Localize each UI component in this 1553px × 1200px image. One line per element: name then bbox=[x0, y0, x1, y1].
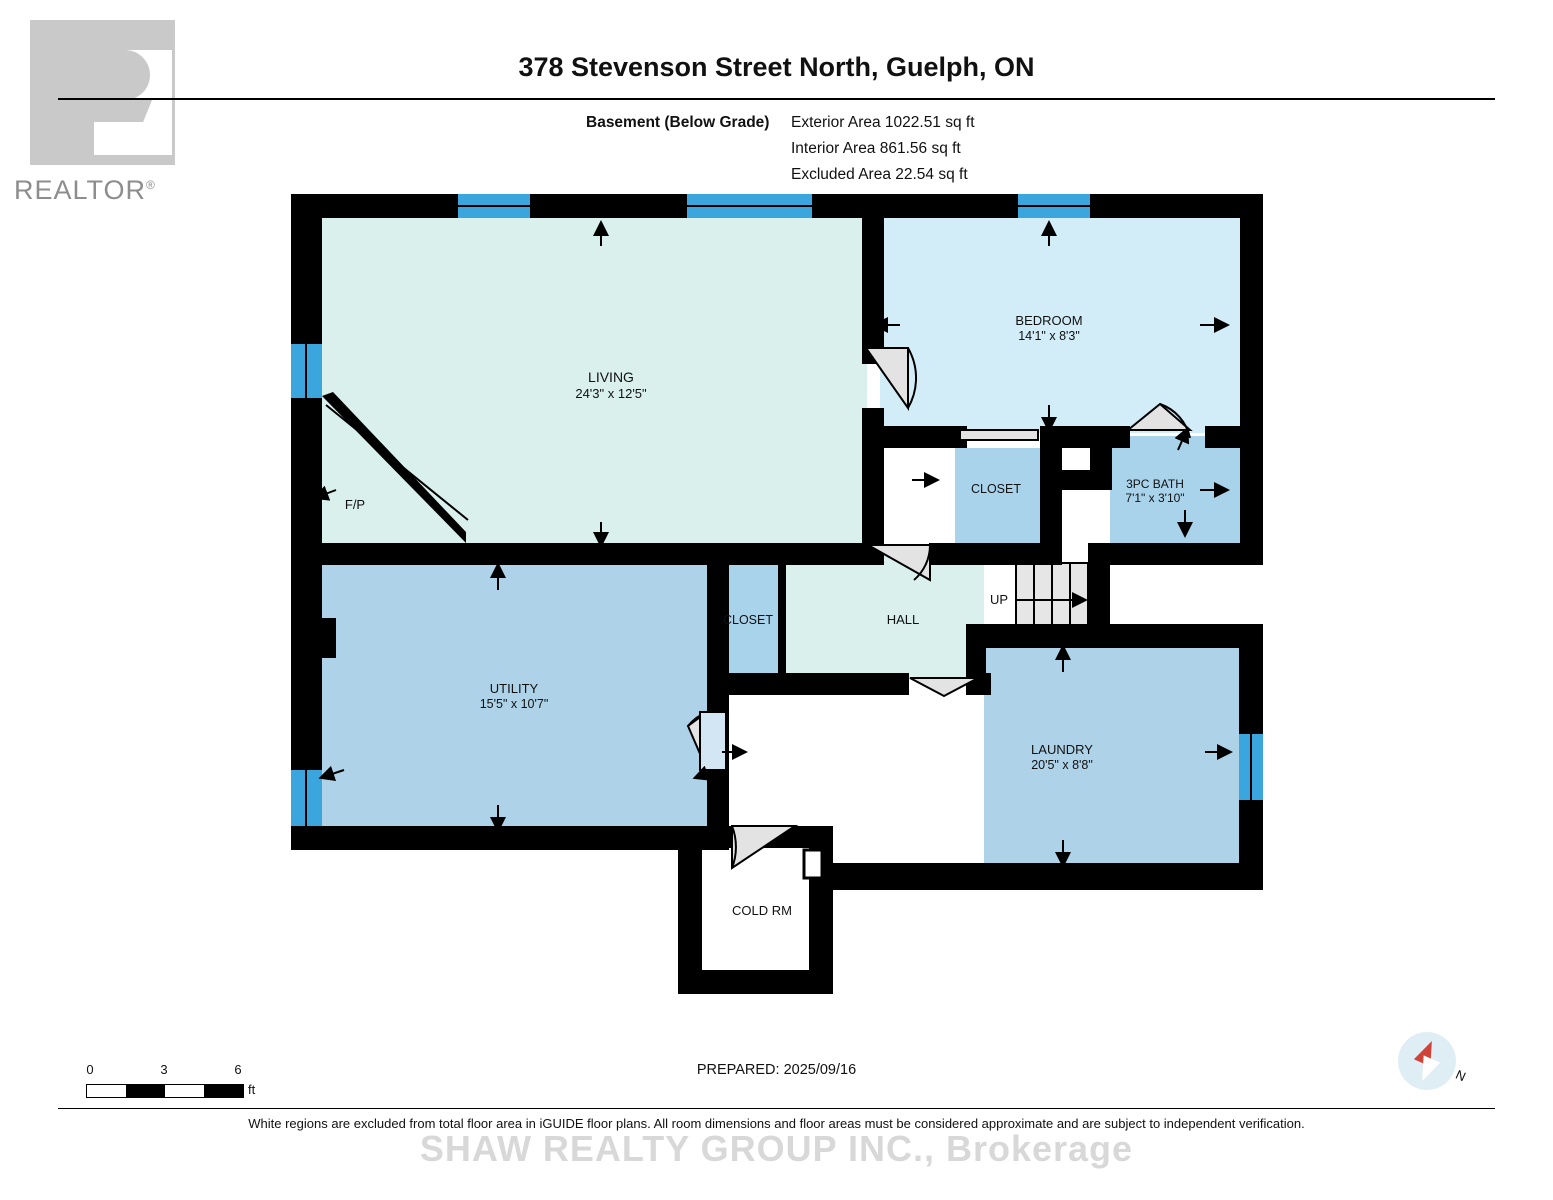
wall-bedroom-bottom-3 bbox=[1205, 426, 1263, 448]
wall-closet-lower-bottom bbox=[707, 673, 799, 695]
wall-right-upper bbox=[1240, 194, 1263, 440]
room-living-name: LIVING bbox=[588, 369, 634, 385]
room-dims-living bbox=[575, 386, 647, 401]
wall-bath-bottom bbox=[1088, 543, 1263, 565]
room-utility-name: UTILITY bbox=[489, 681, 539, 696]
wall-left-mid bbox=[291, 398, 322, 648]
wall-utility-right bbox=[707, 555, 729, 850]
room-closet-upper-name: CLOSET bbox=[970, 482, 1022, 496]
room-label-laundry bbox=[1031, 742, 1093, 757]
room-hall-name: HALL bbox=[886, 612, 920, 627]
wall-closet-upper-bottom bbox=[929, 543, 1062, 565]
stair-up-label: UP bbox=[989, 592, 1009, 607]
wall-hall-bottom-left bbox=[799, 673, 909, 695]
room-bedroom-name: BEDROOM bbox=[1015, 313, 1083, 328]
room-coldrm-name: COLD RM bbox=[732, 903, 792, 918]
room-closet-lower-name: CLOSET bbox=[722, 613, 774, 627]
wall-right-bath bbox=[1240, 440, 1263, 554]
scale-tick-3: 3 bbox=[160, 1062, 168, 1077]
wall-right-laundry-top bbox=[1239, 624, 1263, 734]
room-label-hall bbox=[887, 612, 920, 627]
realtor-wordmark-text: REALTOR bbox=[14, 175, 147, 205]
scale-tick-0: 0 bbox=[86, 1062, 94, 1077]
prepared-date: PREPARED: 2025/09/16 bbox=[696, 1062, 857, 1078]
room-label-living bbox=[588, 369, 634, 385]
door-closet-upper bbox=[960, 430, 1038, 440]
scale-block-1 bbox=[87, 1085, 126, 1097]
scale-block-2 bbox=[126, 1085, 165, 1097]
room-bedroom-dims: 14'1" x 8'3" bbox=[1018, 329, 1080, 343]
room-bath-name: 3PC BATH bbox=[1126, 477, 1184, 491]
scale-tick-6: 6 bbox=[234, 1062, 242, 1077]
wall-laundry-bottom bbox=[824, 863, 1263, 890]
room-living-dims: 24'3" x 12'5" bbox=[575, 386, 647, 401]
disclaimer-text: White regions are excluded from total floor area in iGUIDE floor plans. All room dimensions and floor areas must be considered approximate and are subject to independent verification. bbox=[248, 1116, 1305, 1131]
label-fireplace bbox=[345, 497, 365, 512]
room-laundry-name: LAUNDRY bbox=[1031, 742, 1093, 757]
footer-divider bbox=[58, 1108, 1495, 1109]
wall-laundry-left bbox=[966, 624, 986, 682]
room-dims-laundry bbox=[1031, 758, 1093, 772]
exterior-area: Exterior Area 1022.51 sq ft bbox=[791, 114, 975, 131]
scale-block-3 bbox=[165, 1085, 204, 1097]
scale-block-4 bbox=[204, 1085, 243, 1097]
room-dims-bedroom bbox=[1018, 329, 1080, 343]
room-label-closet-upper bbox=[971, 482, 1021, 496]
room-laundry-dims: 20'5" x 8'8" bbox=[1031, 758, 1093, 772]
wall-utility-bottom bbox=[291, 826, 723, 850]
compass-north-label: N bbox=[1453, 1066, 1469, 1085]
wall-bedroom-bottom bbox=[862, 426, 967, 448]
room-label-closet-lower bbox=[723, 613, 773, 627]
wall-laundry-top bbox=[984, 624, 1240, 648]
wall-bath-left-vert bbox=[1090, 448, 1112, 490]
excluded-area: Excluded Area 22.54 sq ft bbox=[791, 166, 968, 183]
wall-living-bottom-left bbox=[322, 543, 867, 565]
room-utility-dims: 15'5" x 10'7" bbox=[479, 697, 549, 711]
room-bath-dims: 7'1" x 3'10" bbox=[1125, 491, 1185, 505]
wall-left-lower bbox=[291, 648, 322, 770]
page-title: 378 Stevenson Street North, Guelph, ON bbox=[518, 52, 1035, 82]
brokerage-watermark: SHAW REALTY GROUP INC., Brokerage bbox=[419, 1128, 1134, 1169]
interior-area: Interior Area 861.56 sq ft bbox=[791, 140, 961, 157]
label-stair-up bbox=[990, 592, 1008, 607]
wall-living-right bbox=[862, 218, 884, 364]
room-hall-fill bbox=[784, 555, 984, 678]
scale-unit: ft bbox=[248, 1082, 256, 1097]
scale-blocks bbox=[86, 1084, 244, 1098]
fireplace-label: F/P bbox=[344, 497, 366, 512]
floor-label: Basement (Below Grade) bbox=[586, 114, 770, 131]
wall-left-upper bbox=[291, 194, 322, 344]
realtor-registered-mark: ® bbox=[146, 178, 156, 192]
room-label-coldrm bbox=[732, 903, 792, 918]
room-dims-utility bbox=[480, 697, 549, 711]
room-laundry-fill bbox=[984, 648, 1239, 863]
compass-icon bbox=[1398, 1032, 1468, 1102]
wall-coldrm-left bbox=[678, 826, 702, 994]
room-label-bedroom bbox=[1015, 313, 1082, 328]
room-label-bath bbox=[1126, 477, 1184, 491]
wall-coldrm-notch bbox=[804, 850, 822, 878]
door-utility-leaf bbox=[700, 712, 726, 770]
room-label-utility bbox=[490, 681, 539, 696]
room-dims-bath bbox=[1125, 491, 1184, 505]
